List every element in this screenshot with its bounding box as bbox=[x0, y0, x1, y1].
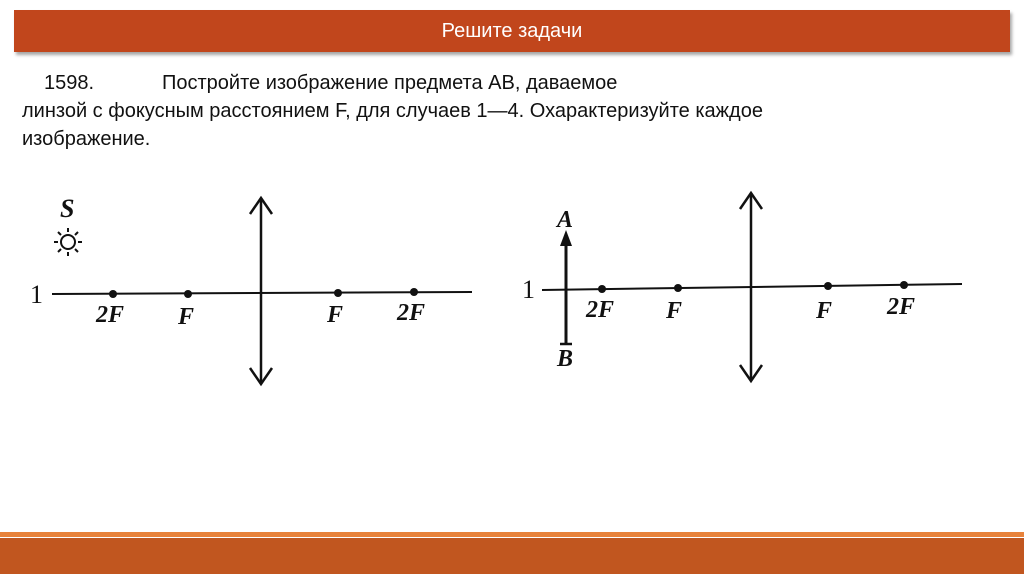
lens-left bbox=[250, 198, 272, 384]
problem-line-2: линзой с фокусным расстоянием F, для случаев 1—4. Охарактеризуйте каждое bbox=[22, 100, 763, 122]
sun-icon bbox=[54, 228, 82, 256]
label-f-right-inner: F bbox=[327, 302, 344, 328]
case-number-left: 1 bbox=[30, 280, 43, 309]
label-f-left-inner-r: F bbox=[666, 298, 683, 324]
problem-line-3: изображение. bbox=[22, 128, 151, 150]
label-f-left-inner: F bbox=[178, 304, 195, 330]
label-2f-right-outer-r: 2F bbox=[887, 294, 916, 320]
problem-number: 1598. bbox=[44, 72, 95, 94]
focal-point-2f-left-r bbox=[598, 285, 606, 293]
focal-point-2f-left bbox=[109, 290, 117, 298]
diagram-left bbox=[30, 194, 472, 384]
label-point-b: B bbox=[557, 346, 574, 372]
slide-title: Решите задачи bbox=[441, 19, 583, 42]
label-2f-left-outer: 2F bbox=[96, 302, 125, 328]
footer-bar bbox=[0, 538, 1024, 574]
label-f-right-inner-r: F bbox=[816, 298, 833, 324]
label-2f-right-outer: 2F bbox=[397, 300, 426, 326]
source-label: S bbox=[60, 194, 75, 223]
focal-point-f-right bbox=[334, 289, 342, 297]
case-number-right: 1 bbox=[522, 275, 535, 304]
focal-point-f-left-r bbox=[674, 284, 682, 292]
focal-point-2f-right-r bbox=[900, 281, 908, 289]
object-ab bbox=[560, 230, 572, 344]
label-2f-left-outer-r: 2F bbox=[586, 297, 615, 323]
diagram-right bbox=[522, 193, 962, 381]
focal-point-f-right-r bbox=[824, 282, 832, 290]
label-point-a: A bbox=[557, 207, 574, 233]
problem-line-1-text: Постройте изображение предмета АВ, даваемое bbox=[162, 72, 618, 94]
focal-point-2f-right bbox=[410, 288, 418, 296]
focal-point-f-left bbox=[184, 290, 192, 298]
footer-accent-line bbox=[0, 532, 1024, 537]
